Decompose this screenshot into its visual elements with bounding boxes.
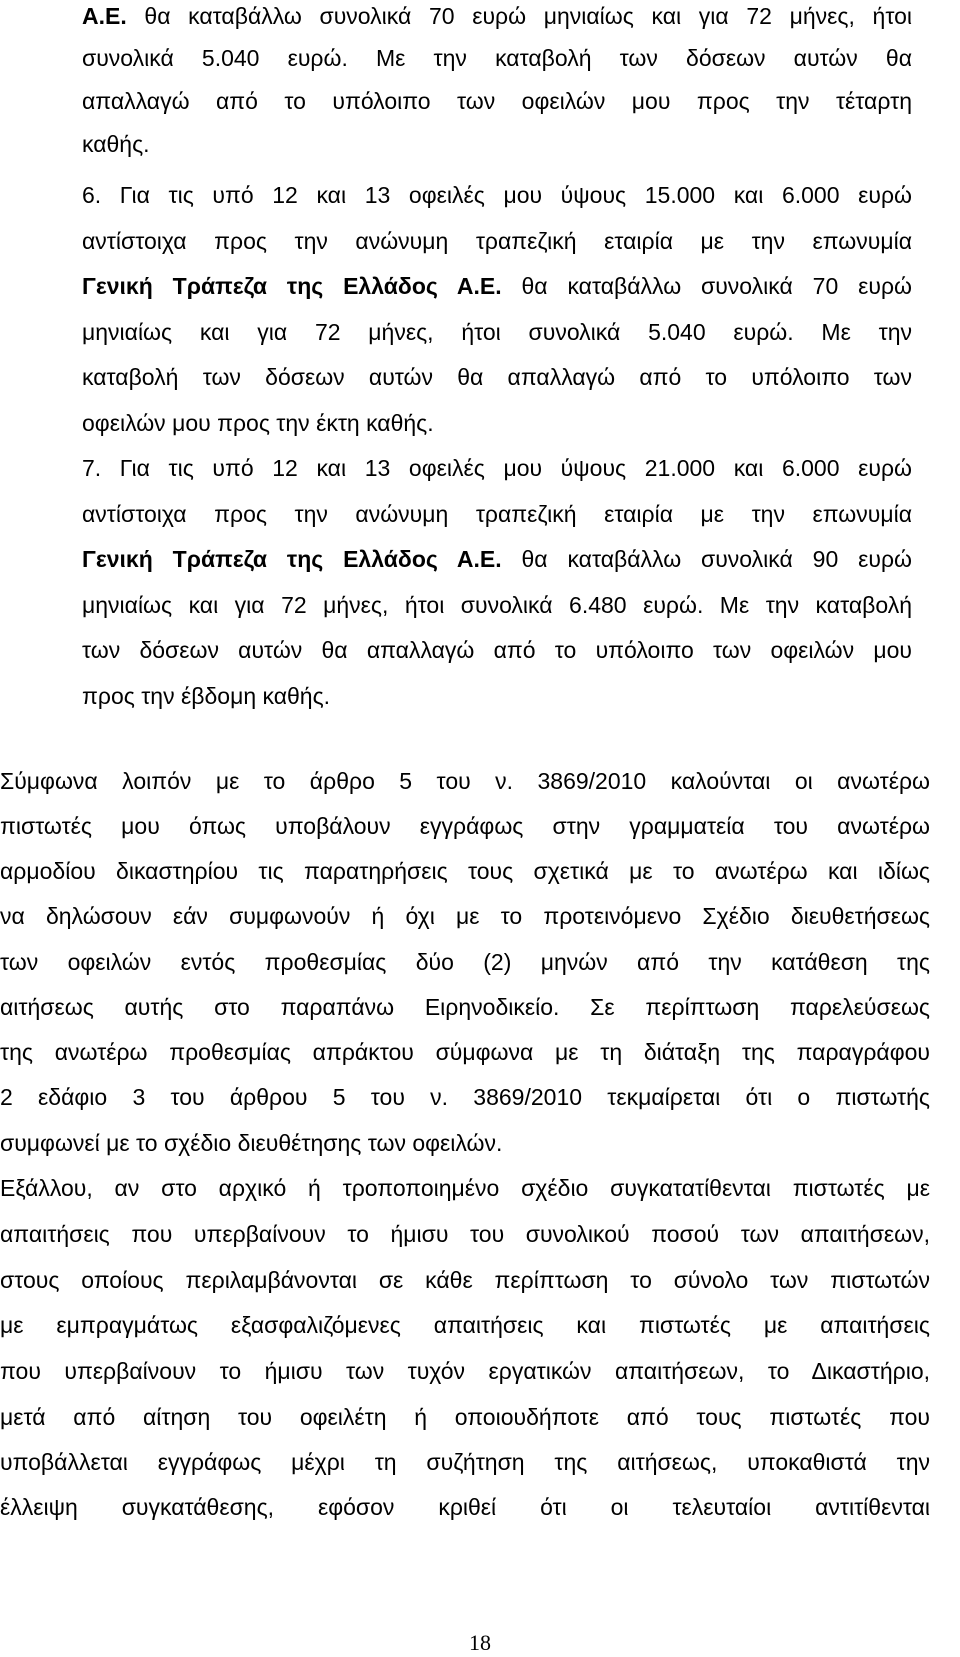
- text-line: μηνιαίως και για 72 μήνες, ήτοι συνολικά 5.040 ευρώ. Με την: [82, 319, 912, 345]
- text-line: με εμπραγμάτως εξασφαλιζόμενες απαιτήσεις και πιστωτές με απαιτήσεις: [0, 1312, 930, 1338]
- text-line: πιστωτές μου όπως υποβάλουν εγγράφως στην γραμματεία του ανωτέρω: [0, 813, 930, 839]
- text-line: της ανωτέρω προθεσμίας απράκτου σύμφωνα με τη διάταξη της παραγράφου: [0, 1039, 930, 1065]
- bank-name: Γενική Τράπεζα της Ελλάδος Α.Ε.: [82, 273, 502, 299]
- text-line: αντίστοιχα προς την ανώνυμη τραπεζική εταιρία με την επωνυμία: [82, 228, 912, 254]
- text-line: Σύμφωνα λοιπόν με το άρθρο 5 του ν. 3869/2010 καλούνται οι ανωτέρω: [0, 768, 930, 794]
- text-line: που υπερβαίνουν το ήμισυ των τυχόν εργατικών απαιτήσεων, το Δικαστήριο,: [0, 1358, 930, 1384]
- bank-name: Γενική Τράπεζα της Ελλάδος Α.Ε.: [82, 546, 502, 572]
- text-line: των οφειλών εντός προθεσμίας δύο (2) μηνών από την κατάθεση της: [0, 949, 930, 975]
- text-line: καθής.: [82, 131, 150, 157]
- bold-prefix: Α.Ε.: [82, 3, 127, 29]
- text-line: προς την έβδομη καθής.: [82, 683, 331, 709]
- text-line: υποβάλλεται εγγράφως μέχρι τη συζήτηση της αιτήσεως, υποκαθιστά την: [0, 1449, 930, 1475]
- list-item-6-line: 6. Για τις υπό 12 και 13 οφειλές μου ύψους 15.000 και 6.000 ευρώ: [82, 182, 912, 208]
- text-line: απαιτήσεις που υπερβαίνουν το ήμισυ του συνολικού ποσού των απαιτήσεων,: [0, 1221, 930, 1247]
- text-line: 2 εδάφιο 3 του άρθρου 5 του ν. 3869/2010 τεκμαίρεται ότι ο πιστωτής: [0, 1084, 930, 1110]
- text-line: συμφωνεί με το σχέδιο διευθέτησης των οφειλών.: [0, 1130, 503, 1156]
- text-line: συνολικά 5.040 ευρώ. Με την καταβολή των δόσεων αυτών θα: [82, 45, 912, 71]
- page-number: 18: [469, 1630, 491, 1655]
- text-line: καταβολή των δόσεων αυτών θα απαλλαγώ από το υπόλοιπο των: [82, 364, 912, 390]
- text-line: Γενική Τράπεζα της Ελλάδος Α.Ε. θα καταβάλλω συνολικά 70 ευρώ: [82, 273, 912, 299]
- text-line: αρμοδίου δικαστηρίου τις παρατηρήσεις τους σχετικά με το ανωτέρω και ιδίως: [0, 858, 930, 884]
- text-line: αντίστοιχα προς την ανώνυμη τραπεζική εταιρία με την επωνυμία: [82, 501, 912, 527]
- text-line: μετά από αίτηση του οφειλέτη ή οποιουδήποτε από τους πιστωτές που: [0, 1404, 930, 1430]
- text-line: μηνιαίως και για 72 μήνες, ήτοι συνολικά 6.480 ευρώ. Με την καταβολή: [82, 592, 912, 618]
- text-line: των δόσεων αυτών θα απαλλαγώ από το υπόλοιπο των οφειλών μου: [82, 637, 912, 663]
- text-line: αιτήσεως αυτής στο παραπάνω Ειρηνοδικείο. Σε περίπτωση παρελεύσεως: [0, 994, 930, 1020]
- text-line: Γενική Τράπεζα της Ελλάδος Α.Ε. θα καταβάλλω συνολικά 90 ευρώ: [82, 546, 912, 572]
- text-line: στους οποίους περιλαμβάνονται σε κάθε περίπτωση το σύνολο των πιστωτών: [0, 1267, 930, 1293]
- text-line: Α.Ε. θα καταβάλλω συνολικά 70 ευρώ μηνιαίως και για 72 μήνες, ήτοι: [82, 3, 912, 29]
- text-line: οφειλών μου προς την έκτη καθής.: [82, 410, 434, 436]
- text-line: έλλειψη συγκατάθεσης, εφόσον κριθεί ότι οι τελευταίοι αντιτίθενται: [0, 1494, 930, 1520]
- text-line: Εξάλλου, αν στο αρχικό ή τροποποιημένο σχέδιο συγκατατίθενται πιστωτές με: [0, 1175, 930, 1201]
- text-line: απαλλαγώ από το υπόλοιπο των οφειλών μου προς την τέταρτη: [82, 88, 912, 114]
- text-line: να δηλώσουν εάν συμφωνούν ή όχι με το προτεινόμενο Σχέδιο διευθετήσεως: [0, 903, 930, 929]
- list-item-7-line: 7. Για τις υπό 12 και 13 οφειλές μου ύψους 21.000 και 6.000 ευρώ: [82, 455, 912, 481]
